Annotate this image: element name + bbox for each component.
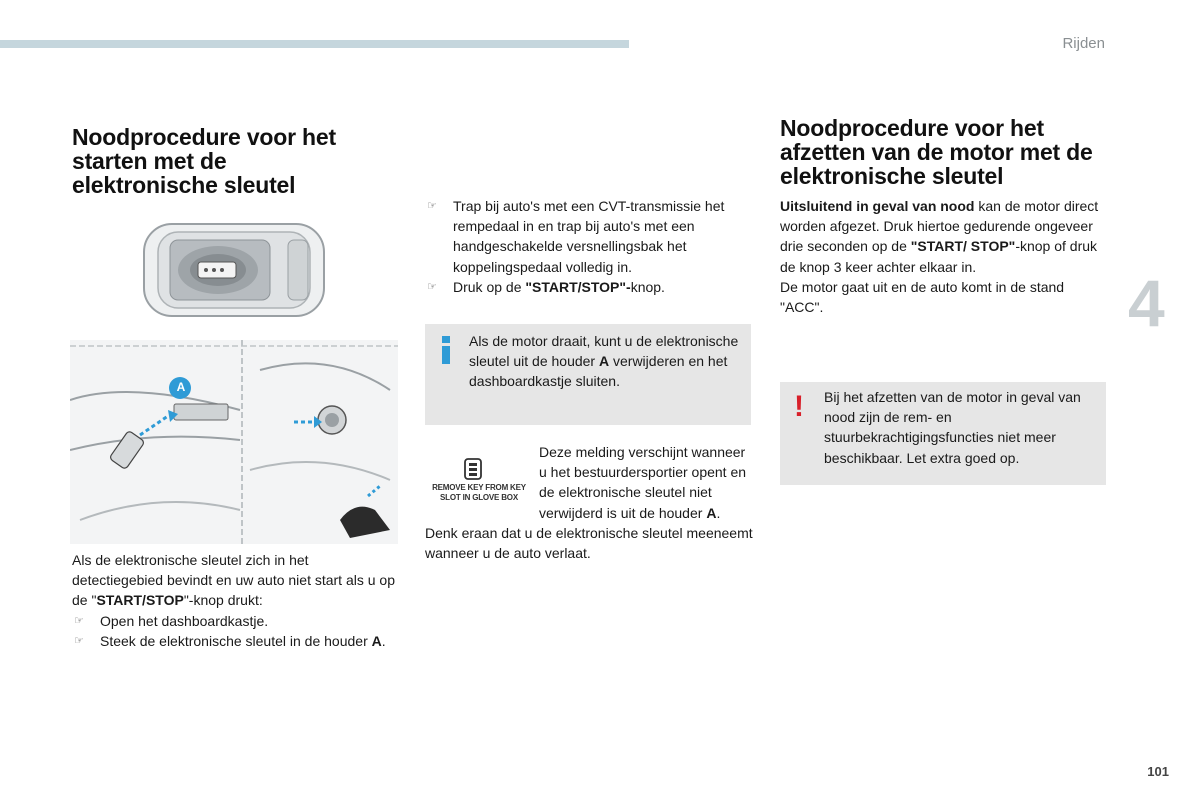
info-text-pre: Als de motor draait, kunt u de elektronische sleutel uit de houder (469, 333, 739, 370)
warning-box (780, 382, 1106, 485)
right-para-text-2: -knop of druk de knop 3 keer achter elkaar in. (780, 238, 1098, 275)
info-text-bold: A (598, 353, 610, 370)
right-para-2: De motor gaat uit en de auto komt in de stand "ACC". (780, 278, 1065, 316)
info-text-end: verwijderen en het dashboardkastje sluiten. (469, 353, 728, 390)
message-paragraph (425, 442, 753, 563)
right-para-bold-2: "START/ STOP" (910, 238, 1016, 255)
left-para-text: Als de elektronische sleutel zich in het detectiegebied bevindt en uw auto niet start als u op de " (72, 552, 395, 609)
glovebox-key-illustration (70, 340, 398, 544)
key-message-line2: SLOT IN GLOVE BOX (440, 493, 518, 502)
info-text (469, 331, 739, 392)
header-accent-bar (0, 40, 629, 48)
middle-bullet-list (425, 196, 755, 297)
left-bullet-1-text: Open het dashboardkastje. (100, 612, 269, 629)
chapter-number: 4 (1128, 266, 1165, 340)
left-bullet-2 (72, 631, 402, 651)
right-title: Noodprocedure voor het afzetten van de motor met de elektronische sleutel (780, 115, 1093, 189)
key-message-line1: REMOVE KEY FROM KEY (432, 483, 526, 492)
left-paragraph (72, 550, 402, 651)
message-float-spacer (425, 442, 539, 522)
callout-label-a: A (176, 380, 186, 394)
middle-bullet-1-text: Trap bij auto's met een CVT-transmissie het rempedaal in en trap bij auto's met een handgeschakelde versnellingsbak het koppelingspedaal volledig in. (453, 198, 725, 275)
car-top-view-illustration (140, 218, 328, 322)
info-box (425, 324, 751, 425)
right-paragraph (780, 196, 1105, 317)
warning-text: Bij het afzetten van de motor in geval van nood zijn de rem- en stuurbekrachtigingsfuncties niet meer beschikbaar. Let extra goed op. (824, 389, 1081, 466)
page-number: 101 (1147, 764, 1169, 779)
left-bullet-2-text: Steek de elektronische sleutel in de houder (100, 632, 372, 649)
middle-bullet-2-text: Druk op de (453, 278, 526, 295)
middle-bullets (425, 196, 755, 297)
exclamation-icon: ! (794, 390, 804, 423)
right-para-bold-1: Uitsluitend in geval van nood (780, 198, 975, 214)
left-bullet-1 (72, 611, 402, 631)
middle-bullet-1 (425, 196, 755, 277)
middle-bullet-2-end: knop. (630, 278, 665, 295)
left-bullet-list (72, 611, 402, 651)
message-text-end: . Denk eraan dat u de elektronische sleutel meeneemt wanneer u de auto verlaat. (425, 504, 753, 562)
left-para-end: "-knop drukt: (183, 592, 263, 609)
left-bullet-2-end: . (381, 632, 386, 649)
left-title: Noodprocedure voor het starten met de elektronische sleutel (72, 124, 336, 198)
message-text: Deze melding verschijnt wanneer u het bestuurdersportier opent en de elektronische sleutel niet verwijderd is uit de houder (539, 444, 747, 521)
message-text-bold: A (706, 504, 717, 521)
middle-bullet-2-bold: "START/STOP"- (525, 278, 631, 295)
middle-bullet-2 (425, 277, 755, 297)
right-para-text-1: kan de motor direct worden afgezet. Druk hiertoe gedurende ongeveer drie seconden op de (780, 198, 1099, 255)
section-label: Rijden (1062, 35, 1105, 52)
info-icon (441, 336, 451, 364)
left-para-bold: START/STOP (96, 592, 184, 609)
left-bullet-2-bold: A (371, 632, 382, 649)
